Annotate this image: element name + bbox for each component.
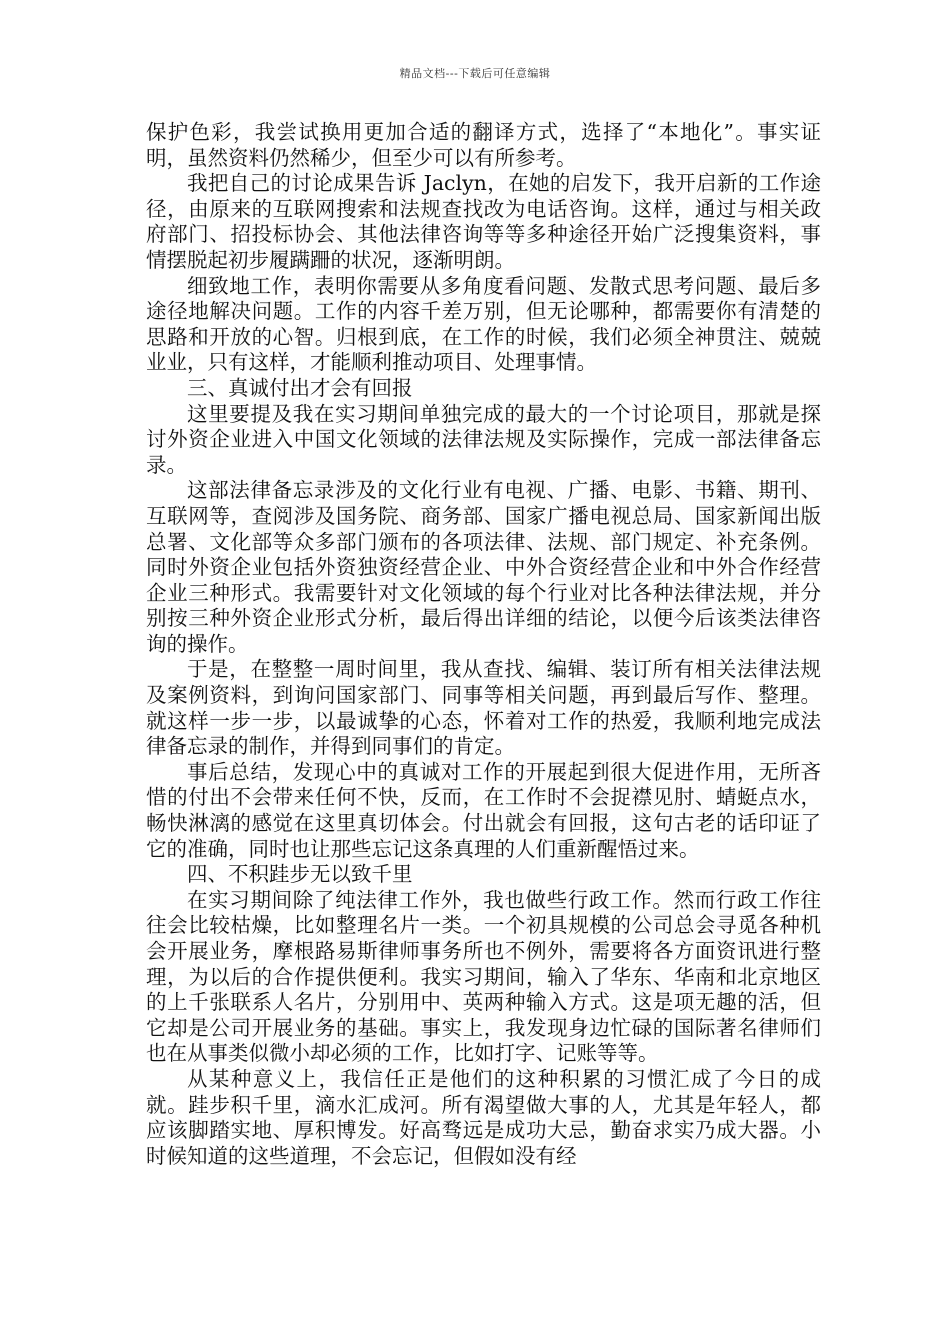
paragraph: 在实习期间除了纯法律工作外，我也做些行政工作。然而行政工作往往会比较枯燥，比如整理名片一类。一个初具规模的公司总会寻觅各种机会开展业务，摩根路易斯律师事务所也不例外，需要将各方面资讯进行整理，为以后的合作提供便利。我实习期间，输入了华东、华南和北京地区的上千张联系人名片，分别用中、英两种输入方式。这是项无趣的活，但它却是公司开展业务的基础。事实上，我发现身边忙碌的国际著名律师们也在从事类似微小却必须的工作，比如打字、记账等等。 (146, 887, 821, 1066)
paragraph: 这里要提及我在实习期间单独完成的最大的一个讨论项目，那就是探讨外资企业进入中国文化领域的法律法规及实际操作，完成一部法律备忘录。 (146, 401, 821, 477)
paragraph: 我把自己的讨论成果告诉 Jaclyn，在她的启发下，我开启新的工作途径，由原来的互联网搜索和法规查找改为电话咨询。这样，通过与相关政府部门、招投标协会、其他法律咨询等等多种途径开始广泛搜集资料，事情摆脱起初步履蹒跚的状况，逐渐明朗。 (146, 171, 821, 272)
section-heading: 三、真诚付出才会有回报 (187, 375, 413, 400)
paragraph-continuation: 保护色彩，我尝试换用更加合适的翻译方式，选择了“本地化”。事实证明，虽然资料仍然稀少，但至少可以有所参考。 (146, 120, 821, 170)
page-header: 精品文档---下载后可任意编辑 (399, 67, 551, 80)
document-body (146, 120, 821, 1169)
section-heading: 四、不积跬步无以致千里 (187, 862, 413, 887)
paragraph: 事后总结，发现心中的真诚对工作的开展起到很大促进作用，无所吝惜的付出不会带来任何不快，反而，在工作时不会捉襟见肘、蜻蜓点水，畅快淋漓的感觉在这里真切体会。付出就会有回报，这句古老的话印证了它的准确，同时也让那些忘记这条真理的人们重新醒悟过来。 (146, 759, 821, 861)
paragraph: 细致地工作，表明你需要从多角度看问题、发散式思考问题、最后多途径地解决问题。工作的内容千差万别，但无论哪种，都需要你有清楚的思路和开放的心智。归根到底，在工作的时候，我们必须全神贯注、兢兢业业，只有这样，才能顺利推动项目、处理事情。 (146, 273, 821, 375)
paragraph: 从某种意义上，我信任正是他们的这种积累的习惯汇成了今日的成就。跬步积千里，滴水汇成河。所有渴望做大事的人，尤其是年轻人，都应该脚踏实地、厚积博发。好高骛远是成功大忌，勤奋求实乃成大器。小时候知道的这些道理，不会忘记，但假如没有经 (146, 1066, 821, 1168)
paragraph: 这部法律备忘录涉及的文化行业有电视、广播、电影、书籍、期刊、互联网等，查阅涉及国务院、商务部、国家广播电视总局、国家新闻出版总署、文化部等众多部门颁布的各项法律、法规、部门规定、补充条例。同时外资企业包括外资独资经营企业、中外合资经营企业和中外合作经营企业三种形式。我需要针对文化领域的每个行业对比各种法律法规，并分别按三种外资企业形式分析，最后得出详细的结论，以便今后该类法律咨询的操作。 (146, 478, 821, 656)
paragraph: 于是，在整整一周时间里，我从查找、编辑、装订所有相关法律法规及案例资料，到询问国家部门、同事等相关问题，再到最后写作、整理。就这样一步一步，以最诚挚的心态，怀着对工作的热爱，我顺利地完成法律备忘录的制作，并得到同事们的肯定。 (146, 657, 821, 759)
